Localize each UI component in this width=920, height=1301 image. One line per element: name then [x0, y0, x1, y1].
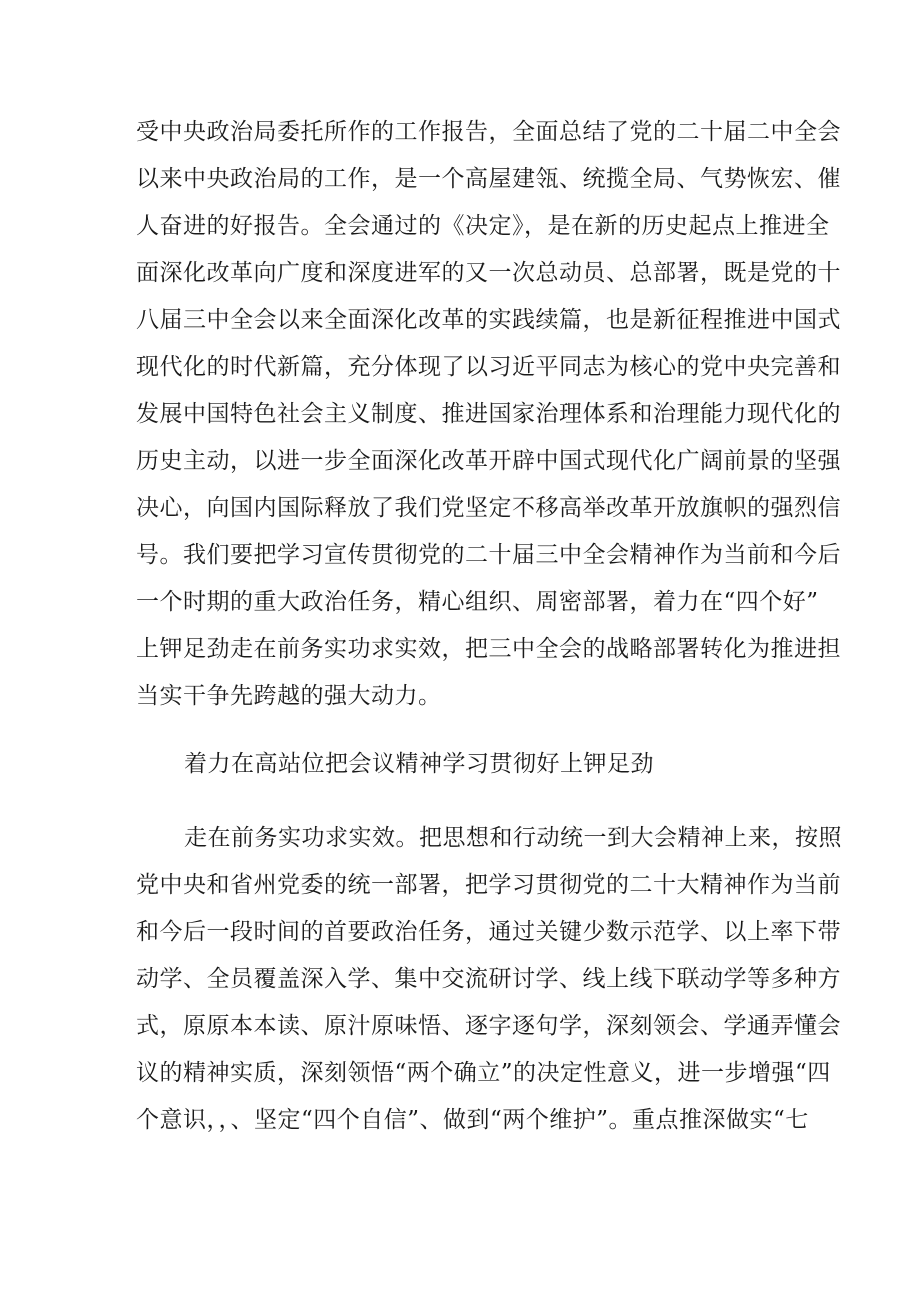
- paragraph-2-line-2: 党中央和省州党委的统一部署，把学习贯彻党的二十大精神作为当前: [136, 872, 841, 898]
- paragraph-2-line-4: 动学、全员覆盖深入学、集中交流研讨学、线上线下联动学等多种方: [136, 966, 841, 992]
- paragraph-1-line-7: 发展中国特色社会主义制度、推进国家治理体系和治理能力现代化的: [136, 401, 841, 427]
- paragraph-2-line-1: 走在前务实功求实效。把思想和行动统一到大会精神上来，按照: [184, 825, 842, 851]
- paragraph-1-line-8: 历史主动，以进一步全面深化改革开辟中国式现代化广阔前景的坚强: [136, 448, 841, 474]
- paragraph-1-line-6: 现代化的时代新篇，充分体现了以习近平同志为核心的党中央完善和: [136, 354, 841, 380]
- paragraph-2-line-6: 议的精神实质，深刻领悟“两个确立”的决定性意义，进一步增强“四: [136, 1060, 831, 1086]
- paragraph-1-line-9: 决心，向国内国际释放了我们党坚定不移高举改革开放旗帜的强烈信: [136, 495, 841, 521]
- section-heading: 着力在高站位把会议精神学习贯彻好上钾足劲: [184, 751, 654, 777]
- paragraph-2-line-3: 和今后一段时间的首要政治任务，通过关键少数示范学、以上率下带: [136, 919, 841, 945]
- paragraph-1-line-13: 当实干争先跨越的强大动力。: [136, 683, 442, 709]
- paragraph-1-line-2: 以来中央政治局的工作，是一个高屋建瓴、统揽全局、气势恢宏、催: [136, 166, 841, 192]
- paragraph-1-line-4: 面深化改革向广度和深度进军的又一次总动员、总部署，既是党的十: [136, 260, 841, 286]
- paragraph-2-line-5: 式，原原本本读、原汁原味悟、逐字逐句学，深刻领会、学通弄懂会: [136, 1013, 841, 1039]
- paragraph-1-line-10: 号。我们要把学习宣传贯彻党的二十届三中全会精神作为当前和今后: [136, 542, 841, 568]
- paragraph-1-line-12: 上钾足劲走在前务实功求实效，把三中全会的战略部署转化为推进担: [136, 636, 841, 662]
- paragraph-2-line-7: 个意识，，、坚定“四个自信”、做到“两个维护”。重点推深做实“七: [136, 1107, 809, 1133]
- paragraph-1-line-1: 受中央政治局委托所作的工作报告，全面总结了党的二十届二中全会: [136, 119, 841, 145]
- paragraph-1-line-5: 八届三中全会以来全面深化改革的实践续篇，也是新征程推进中国式: [136, 307, 841, 333]
- paragraph-1-line-11: 一个时期的重大政治任务，精心组织、周密部署，着力在“四个好”: [136, 589, 819, 615]
- paragraph-1-line-3: 人奋进的好报告。全会通过的《决定》，是在新的历史起点上推进全: [136, 213, 830, 239]
